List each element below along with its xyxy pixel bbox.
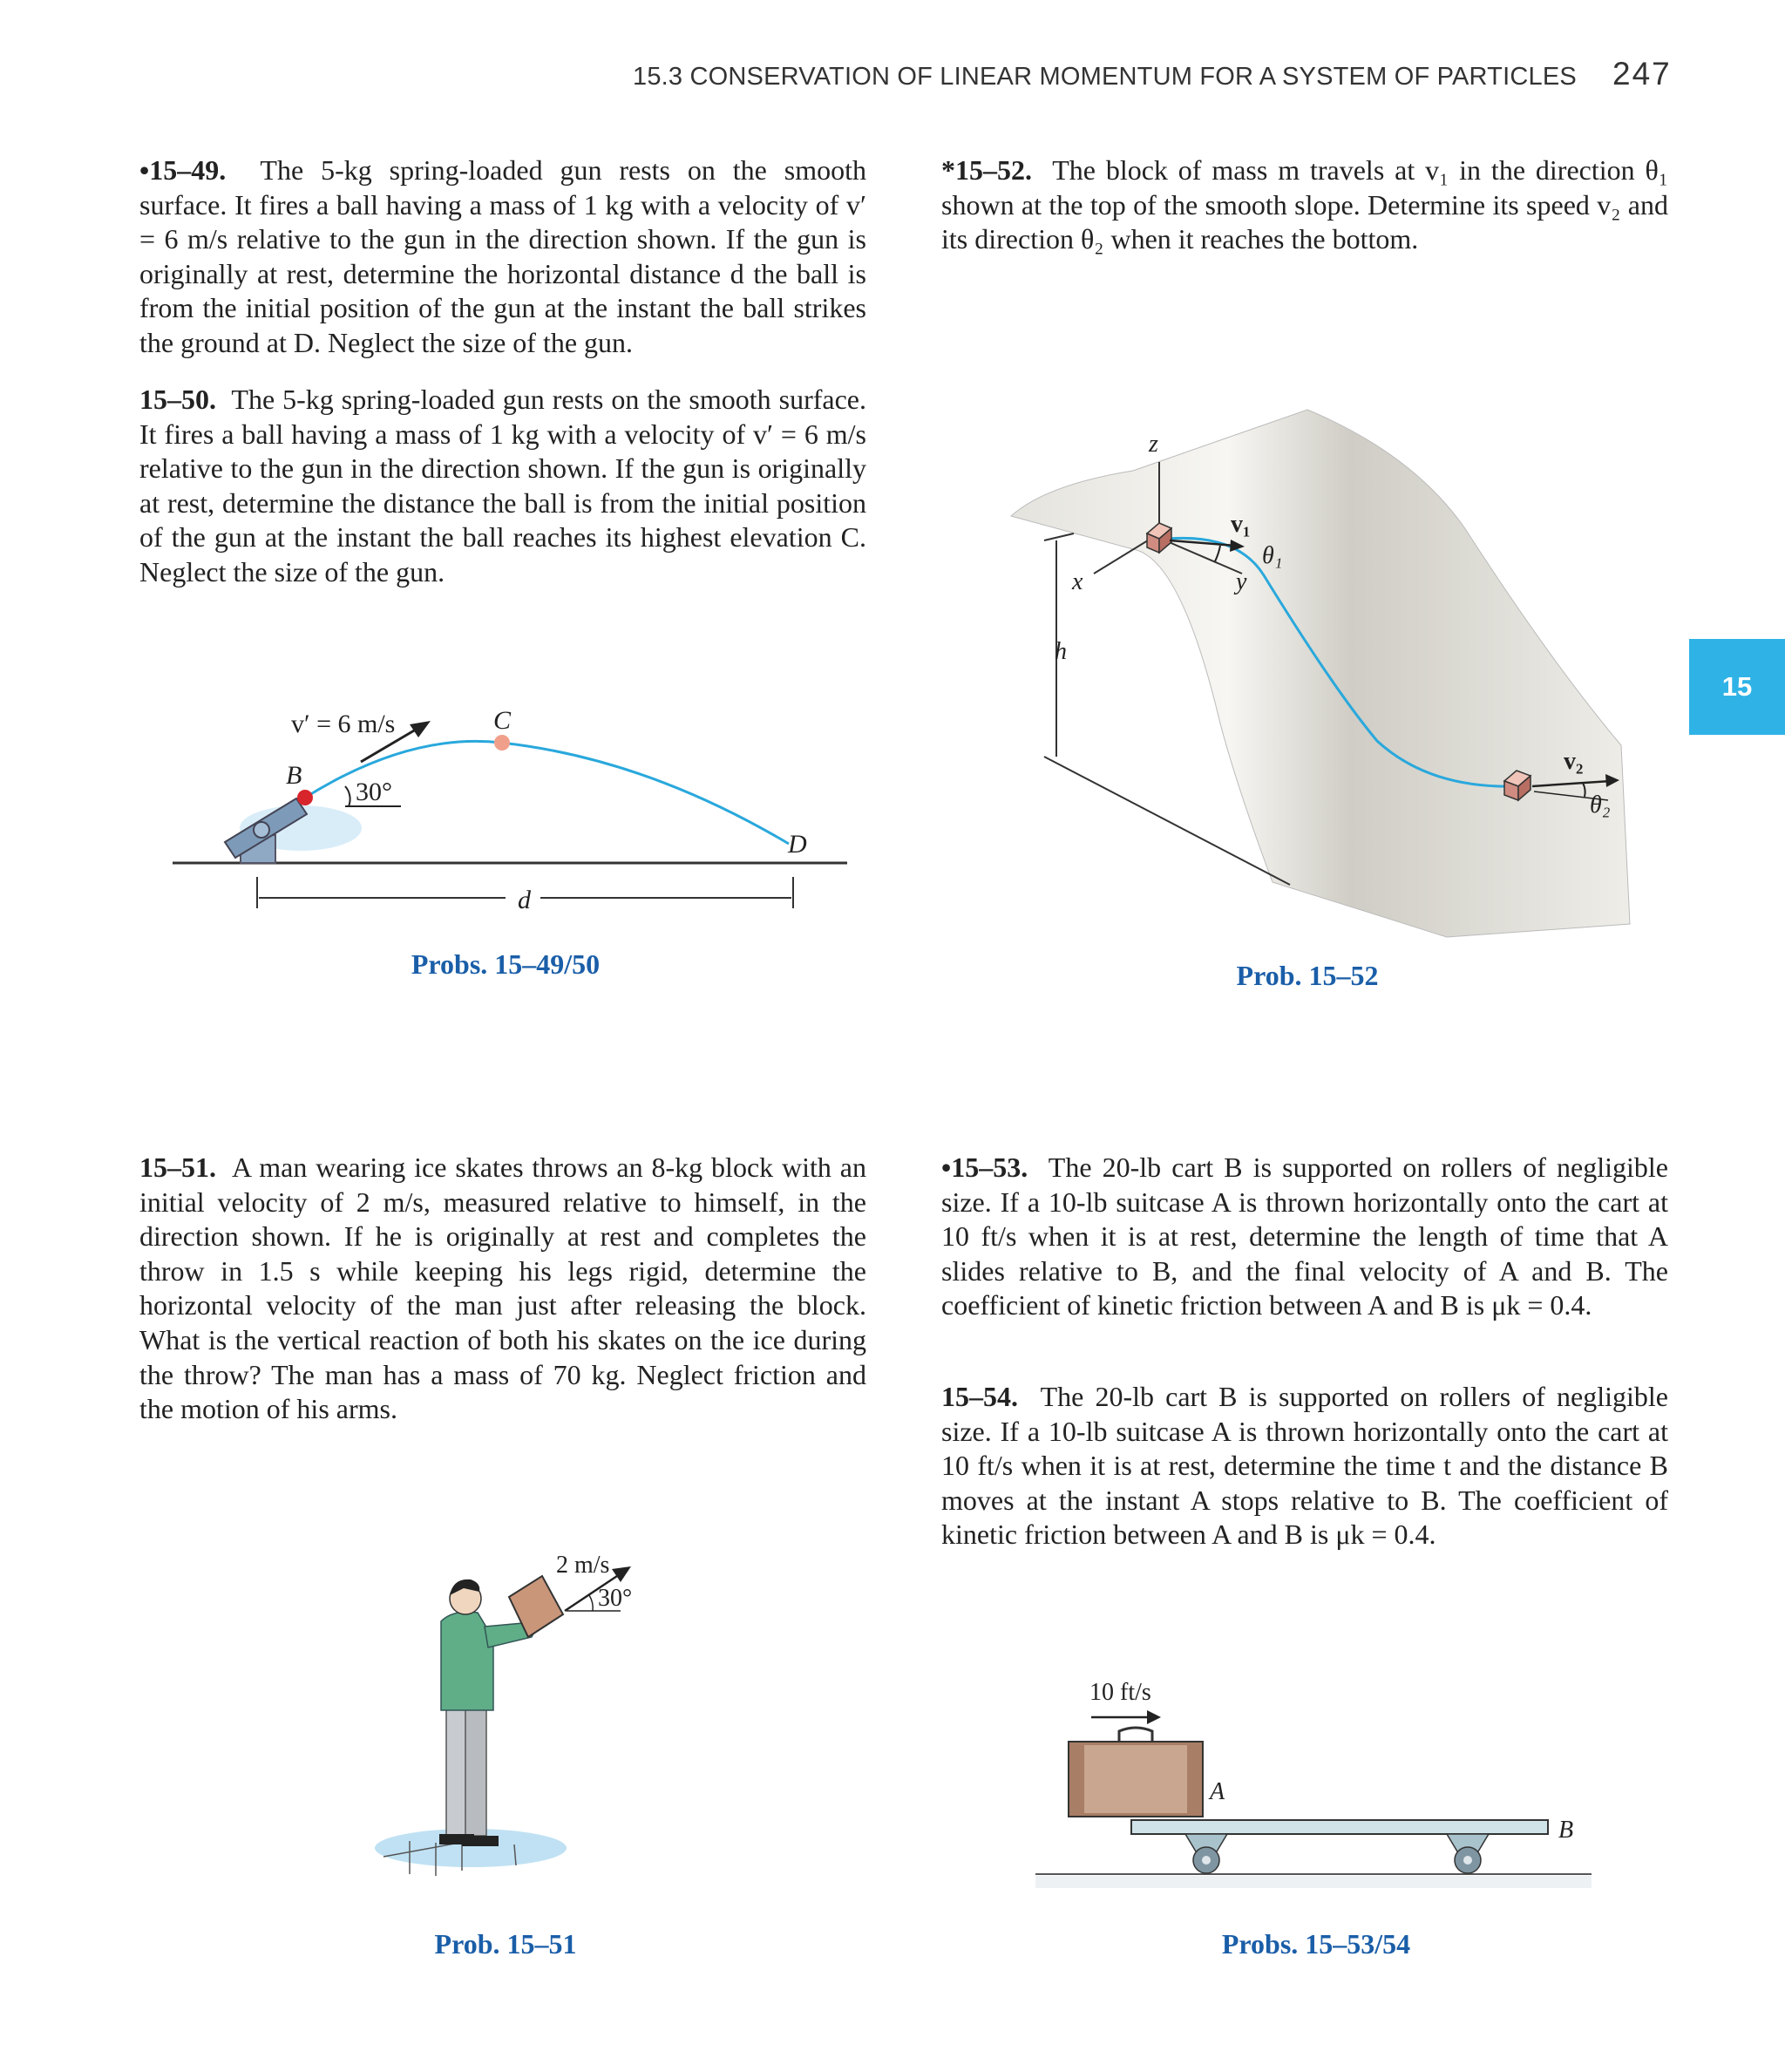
label-b: B	[1558, 1817, 1574, 1844]
problem-text: The block of mass m travels at v₁ in the direction θ₁ shown at the top of the smooth slope. Determine its speed v₂ and its direction θ₂ when it reaches the bottom.	[941, 154, 1669, 255]
figure-caption-skater: Prob. 15–51	[434, 1928, 577, 1960]
figure-caption-slope: Prob. 15–52	[1236, 960, 1379, 991]
problem-text: The 5-kg spring-loaded gun rests on the smooth surface. It fires a ball having a mass of 1 kg with a velocity of v′ = 6 m/s relative to the gun in the direction shown. If the gun is originally at rest, determine the horizontal distance d the ball is from the initial position of the gun at the instant the ball strikes the ground at D. Neglect the size of the gun.	[139, 154, 867, 358]
cart-platform	[1131, 1820, 1548, 1834]
label-b: B	[286, 761, 302, 790]
velocity-label: 2 m/s	[556, 1552, 610, 1579]
problem-number: •15–49.	[139, 154, 227, 186]
problem-number: *15–52.	[941, 154, 1032, 186]
label-theta1: θ₁	[1262, 542, 1283, 569]
velocity-label: 10 ft/s	[1089, 1679, 1151, 1706]
wheel-hub-right	[1463, 1856, 1472, 1865]
angle-label: 30°	[356, 778, 392, 806]
problem-number: 15–50.	[139, 384, 216, 415]
figure-caption-gun: Probs. 15–49/50	[411, 948, 601, 980]
label-h: h	[1055, 638, 1067, 665]
page-number: 247	[1612, 56, 1672, 92]
wheel-hub-left	[1202, 1856, 1211, 1865]
velocity-label: v′ = 6 m/s	[291, 710, 396, 738]
figure-caption-cart: Probs. 15–53/54	[1221, 1928, 1411, 1960]
label-v1: v₁	[1231, 511, 1251, 538]
problem-number: 15–51.	[139, 1151, 216, 1183]
chapter-tab: 15	[1689, 639, 1785, 735]
label-v2: v₂	[1564, 748, 1584, 775]
distance-label: d	[518, 886, 531, 914]
problem-number: •15–53.	[941, 1151, 1028, 1183]
problem-text: The 20-lb cart B is supported on rollers of negligible size. If a 10-lb suitcase A is thrown horizontally onto the cart at 10 ft/s when it is at rest, determine the time t and the distance B moves at the instant A stops relative to B. The coefficient of kinetic friction between A and B is μk = 0.4.	[941, 1381, 1669, 1551]
velocity-arrowhead	[1147, 1710, 1161, 1724]
running-header-section: 15.3 CONSERVATION OF LINEAR MOMENTUM FOR A SYSTEM OF PARTICLES	[633, 63, 1577, 91]
label-d: D	[788, 830, 807, 859]
problem-number: 15–54.	[941, 1381, 1018, 1412]
problem-text: The 5-kg spring-loaded gun rests on the smooth surface. It fires a ball having a mass of 1 kg with a velocity of v′ = 6 m/s relative to the gun in the direction shown. If the gun is originally at rest, determine the distance the ball is from the initial position of the gun at the instant the ball reaches its highest elevation C. Neglect the size of the gun.	[139, 384, 867, 588]
suitcase-icon	[1069, 1728, 1203, 1817]
label-a: A	[1210, 1778, 1225, 1805]
ground-shade	[1035, 1876, 1592, 1888]
label-z: z	[1149, 431, 1158, 458]
problem-text: The 20-lb cart B is supported on rollers of negligible size. If a 10-lb suitcase A is thrown horizontally onto the cart at 10 ft/s when it is at rest, determine the length of time that A slides relative to B, and the final velocity of A and B. The coefficient of kinetic friction between A and B is μk = 0.4.	[941, 1151, 1668, 1321]
angle-label: 30°	[598, 1585, 633, 1612]
label-y: y	[1236, 568, 1247, 595]
label-c: C	[493, 706, 512, 735]
label-x: x	[1072, 568, 1083, 595]
problem-text: A man wearing ice skates throws an 8-kg block with an initial velocity of 2 m/s, measured relative to himself, in the direction shown. If he is originally at rest and completes the throw in 1.5 s while keeping his legs rigid, determine the horizontal velocity of the man just after releasing the block. What is the vertical reaction of both his skates on the ice during the throw? The man has a mass of 70 kg. Neglect friction and the motion of his arms.	[139, 1151, 867, 1425]
label-theta2: θ₂	[1590, 791, 1611, 819]
